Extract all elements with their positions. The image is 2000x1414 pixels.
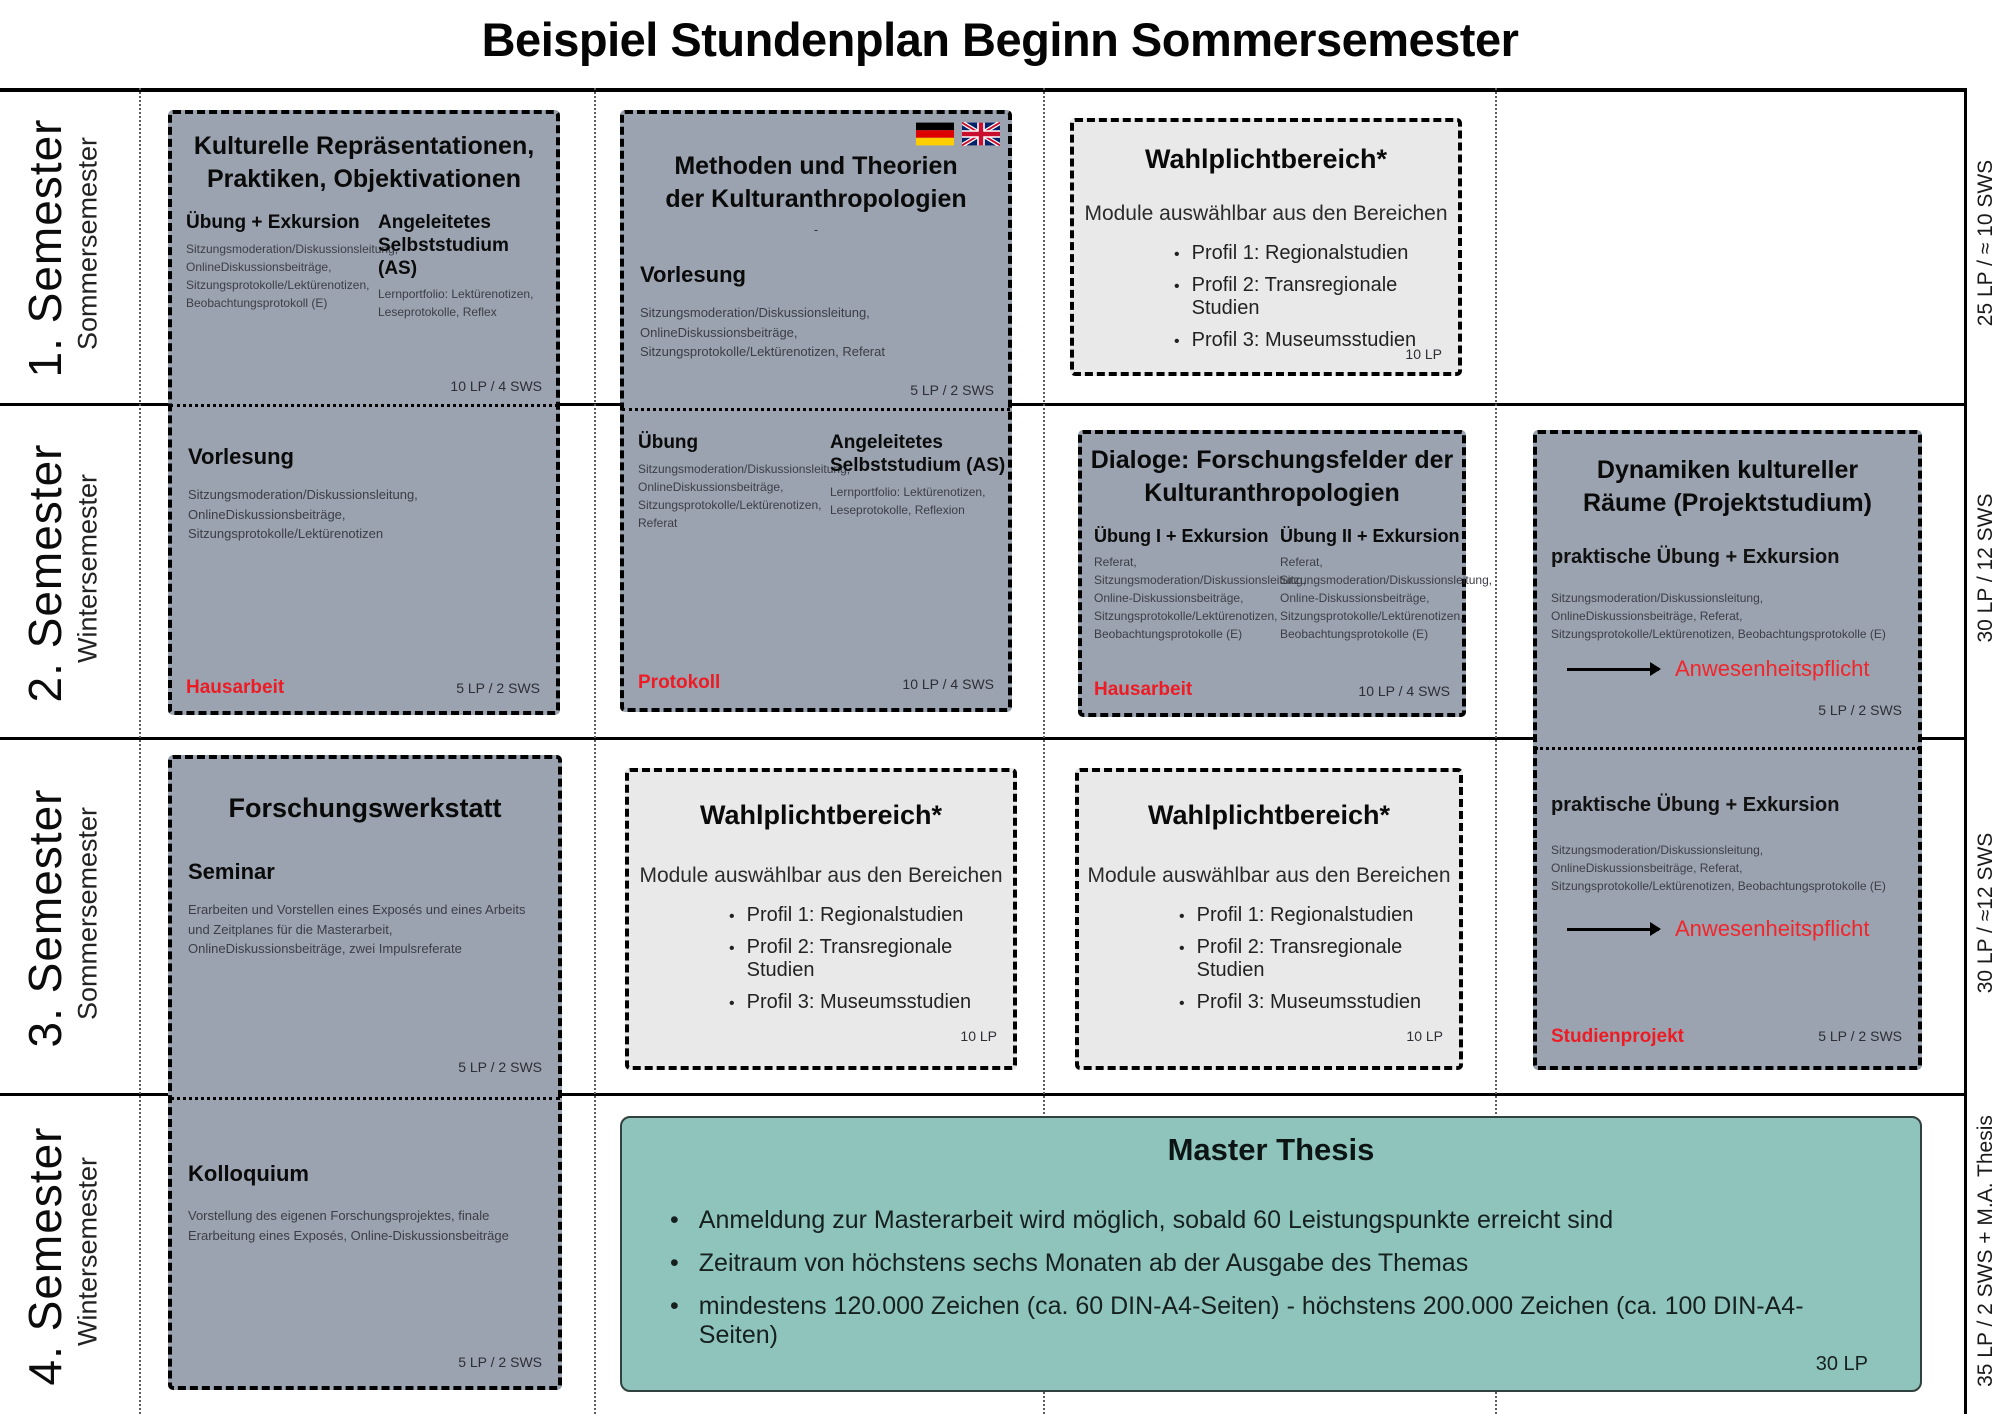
bullet-icon: • xyxy=(1179,940,1185,957)
bullet-icon: • xyxy=(670,1206,679,1234)
profile-list xyxy=(729,904,1013,1023)
praktische-uebung-heading: praktische Übung + Exkursion xyxy=(1551,794,1840,816)
uebung-1-block: Übung I + Exkursion Referat, Sitzungsmoderation/Diskussionsleitung, Online-Diskussionsbeiträge, Sitzungsprotokolle/Lektürenotizen, Beobachtungsprotokolle (E) xyxy=(1094,526,1307,641)
elective-module-sem3-b xyxy=(1075,768,1463,1070)
module-methoden xyxy=(620,110,1012,712)
page-title: Beispiel Stundenplan Beginn Sommersemester xyxy=(481,13,1519,66)
semester-3-label: 3. Semester xyxy=(19,788,71,1048)
semester-2-season: Wintersemester xyxy=(72,473,103,664)
elective-module-sem3-a xyxy=(625,768,1017,1070)
bullet-icon: • xyxy=(729,908,735,925)
list-item: • Profil 2: Transregionale Studien xyxy=(1174,274,1398,319)
row-border-top xyxy=(0,88,1964,92)
praktische-uebung-detail: Sitzungsmoderation/Diskussionsleitung, OnlineDiskussionsbeiträge, Referat, Sitzungsprotokolle/Lektürenotizen, Beobachtungsprotokolle (E) xyxy=(1551,591,1886,641)
uebung-2-block: Übung II + Exkursion Referat, Sitzungsmoderation/Diskussionsleitung, Online-Diskussionsbeiträge, Sitzungsprotokolle/Lektürenotizen, Beobachtungsprotokolle (E) xyxy=(1280,526,1493,641)
arrow-right-icon xyxy=(1567,668,1659,671)
seminar-detail: Erarbeiten und Vorstellen eines Exposés und eines Arbeits und Zeitplanes für die Masterarbeit, OnlineDiskussionsbeiträge, zwei Impulsreferate xyxy=(188,902,526,956)
elective-title: Wahlplichtbereich* xyxy=(1147,800,1391,830)
semester-1-label: 1. Semester xyxy=(19,118,71,378)
presence-note-row xyxy=(1567,656,1869,682)
module-forschungswerkstatt xyxy=(168,755,562,1390)
bullet-icon: • xyxy=(670,1249,679,1277)
semester-3-season: Sommersemester xyxy=(72,806,103,1021)
language-flags xyxy=(916,122,1000,146)
bullet-icon: • xyxy=(1174,278,1180,295)
vorlesung-detail: Sitzungsmoderation/Diskussionsleitung, OnlineDiskussionsbeiträge, Sitzungsprotokolle/Lektürenotizen xyxy=(188,487,418,541)
column-separator-1 xyxy=(594,88,596,1414)
credits-badge: 10 LP xyxy=(960,1028,997,1044)
module-title: Methoden und Theorien der Kulturanthropologien xyxy=(665,152,967,213)
elective-intro: Module auswählbar aus den Bereichen xyxy=(1087,864,1451,887)
praktische-uebung-detail: Sitzungsmoderation/Diskussionsleitung, OnlineDiskussionsbeiträge, Referat, Sitzungsprotokolle/Lektürenotizen, Beobachtungsprotokolle (E) xyxy=(1551,843,1886,893)
uebung-block: Übung Sitzungsmoderation/Diskussionsleitung, OnlineDiskussionsbeiträge, Sitzungsprotokolle/Lektürenotizen, Referat xyxy=(638,432,851,530)
profile-list xyxy=(1179,904,1459,1023)
exam-type-label: Hausarbeit xyxy=(186,677,285,698)
uebung-exkursion-block: Übung + Exkursion Sitzungsmoderation/Diskussionsleitung, OnlineDiskussionsbeiträge, Sitzungsprotokolle/Lektürenotizen, Beobachtungsprotokoll (E) xyxy=(186,212,399,310)
list-item: • Profil 1: Regionalstudien xyxy=(729,904,964,926)
module-title: Dynamiken kultureller Räume (Projektstudium) xyxy=(1583,456,1872,517)
semester-2-label: 2. Semester xyxy=(19,443,71,703)
module-dialoge xyxy=(1078,430,1493,717)
arrow-right-icon xyxy=(1567,928,1659,931)
semester-4-season: Wintersemester xyxy=(72,1156,103,1347)
vorlesung-heading: Vorlesung xyxy=(188,444,294,469)
bullet-icon: • xyxy=(1174,246,1180,263)
credits-semester-4: 35 LP / 2 SWS + M.A. Thesis xyxy=(1974,1115,1997,1387)
credits-badge: 10 LP / 4 SWS xyxy=(902,676,994,692)
list-item: • Profil 3: Museumsstudien xyxy=(1179,991,1422,1013)
bullet-icon: • xyxy=(729,940,735,957)
thesis-requirements-list xyxy=(670,1206,1880,1364)
semester-continuation-divider xyxy=(170,404,558,407)
label-column-separator xyxy=(139,88,141,1414)
semester-continuation-divider xyxy=(622,408,1010,411)
credits-badge: 10 LP / 4 SWS xyxy=(1358,683,1450,699)
elective-intro: Module auswählbar aus den Bereichen xyxy=(1084,202,1448,225)
seminar-heading: Seminar xyxy=(188,859,275,884)
credits-badge: 5 LP / 2 SWS xyxy=(1818,1028,1902,1044)
semester-1-season: Sommersemester xyxy=(72,136,103,351)
elective-intro: Module auswählbar aus den Bereichen xyxy=(639,864,1003,887)
praktische-uebung-heading: praktische Übung + Exkursion xyxy=(1551,546,1840,568)
presence-required-label: Anwesenheitspflicht xyxy=(1675,916,1870,941)
credits-badge: 10 LP xyxy=(1405,346,1442,362)
credits-badge: 5 LP / 2 SWS xyxy=(458,1354,542,1370)
vorlesung-heading: Vorlesung xyxy=(640,262,746,287)
list-item: • Profil 3: Museumsstudien xyxy=(1174,329,1417,351)
credits-badge: 30 LP xyxy=(1815,1353,1868,1375)
list-item: • mindestens 120.000 Zeichen (ca. 60 DIN-A4-Seiten) - höchstens 200.000 Zeichen (ca. 100 DIN-A4-Seiten) xyxy=(670,1292,1804,1349)
module-title: Forschungswerkstatt xyxy=(228,793,502,823)
bullet-icon: • xyxy=(670,1292,679,1320)
exam-type-label: Hausarbeit xyxy=(1094,679,1193,700)
module-title: Kulturelle Repräsentationen, Praktiken, Objektivationen xyxy=(193,132,535,193)
master-thesis-box xyxy=(620,1116,1922,1392)
elective-module-sem1 xyxy=(1070,118,1462,376)
profile-list xyxy=(1174,242,1458,361)
thesis-title: Master Thesis xyxy=(1167,1132,1375,1167)
list-item: • Profil 1: Regionalstudien xyxy=(1174,242,1409,264)
module-title: Dialoge: Forschungsfelder der Kulturanthropologien xyxy=(1090,446,1454,507)
exam-type-label: Protokoll xyxy=(638,672,721,693)
selbststudium-block: Angeleitetes Selbststudium (AS) Lernportfolio: Lektürenotizen, Leseprotokolle, Reflex xyxy=(378,212,534,320)
credits-badge: 5 LP / 2 SWS xyxy=(456,680,540,696)
dash-mark: - xyxy=(813,222,819,237)
elective-title: Wahlplichtbereich* xyxy=(699,800,943,830)
bullet-icon: • xyxy=(729,995,735,1012)
bullet-icon: • xyxy=(1179,995,1185,1012)
german-flag-icon xyxy=(916,122,954,146)
credits-semester-1: 25 LP / ≈ 10 SWS xyxy=(1974,159,1997,327)
credits-badge: 10 LP / 4 SWS xyxy=(450,378,542,394)
list-item: • Zeitraum von höchstens sechs Monaten ab der Ausgabe des Themas xyxy=(670,1249,1469,1277)
semester-continuation-divider xyxy=(170,1097,560,1100)
kolloquium-detail: Vorstellung des eigenen Forschungsprojektes, finale Erarbeitung eines Exposés, Online-Diskussionsbeiträge xyxy=(188,1208,509,1243)
exam-type-label: Studienprojekt xyxy=(1551,1026,1685,1047)
vorlesung-detail: Sitzungsmoderation/Diskussionsleitung, OnlineDiskussionsbeiträge, Sitzungsprotokolle/Lektürenotizen, Referat xyxy=(640,305,885,359)
selbststudium-block: Angeleitetes Selbststudium (AS) Lernportfolio: Lektürenotizen, Leseprotokolle, Reflexion xyxy=(830,432,1006,517)
uk-flag-icon xyxy=(962,122,1000,146)
list-item: • Profil 2: Transregionale Studien xyxy=(1179,936,1403,981)
bullet-icon: • xyxy=(1179,908,1185,925)
presence-required-label: Anwesenheitspflicht xyxy=(1675,656,1870,681)
module-dynamiken xyxy=(1533,430,1922,1070)
semester-4-label: 4. Semester xyxy=(19,1126,71,1386)
credits-badge: 5 LP / 2 SWS xyxy=(1818,702,1902,718)
list-item: • Profil 2: Transregionale Studien xyxy=(729,936,953,981)
elective-title: Wahlplichtbereich* xyxy=(1144,144,1388,174)
kolloquium-heading: Kolloquium xyxy=(188,1161,309,1186)
credits-semester-3: 30 LP / ≈12 SWS xyxy=(1974,832,1997,994)
module-kulturelle xyxy=(168,110,560,715)
list-item: • Profil 3: Museumsstudien xyxy=(729,991,972,1013)
list-item: • Profil 1: Regionalstudien xyxy=(1179,904,1414,926)
credits-badge: 10 LP xyxy=(1406,1028,1443,1044)
table-right-border xyxy=(1964,88,1967,1414)
list-item: • Anmeldung zur Masterarbeit wird möglich, sobald 60 Leistungspunkte erreicht sind xyxy=(670,1206,1614,1234)
credits-badge: 5 LP / 2 SWS xyxy=(910,382,994,398)
credits-badge: 5 LP / 2 SWS xyxy=(458,1059,542,1075)
bullet-icon: • xyxy=(1174,333,1180,350)
semester-continuation-divider xyxy=(1535,747,1920,750)
presence-note-row xyxy=(1567,916,1869,942)
credits-semester-2: 30 LP / 12 SWS xyxy=(1974,493,1997,643)
